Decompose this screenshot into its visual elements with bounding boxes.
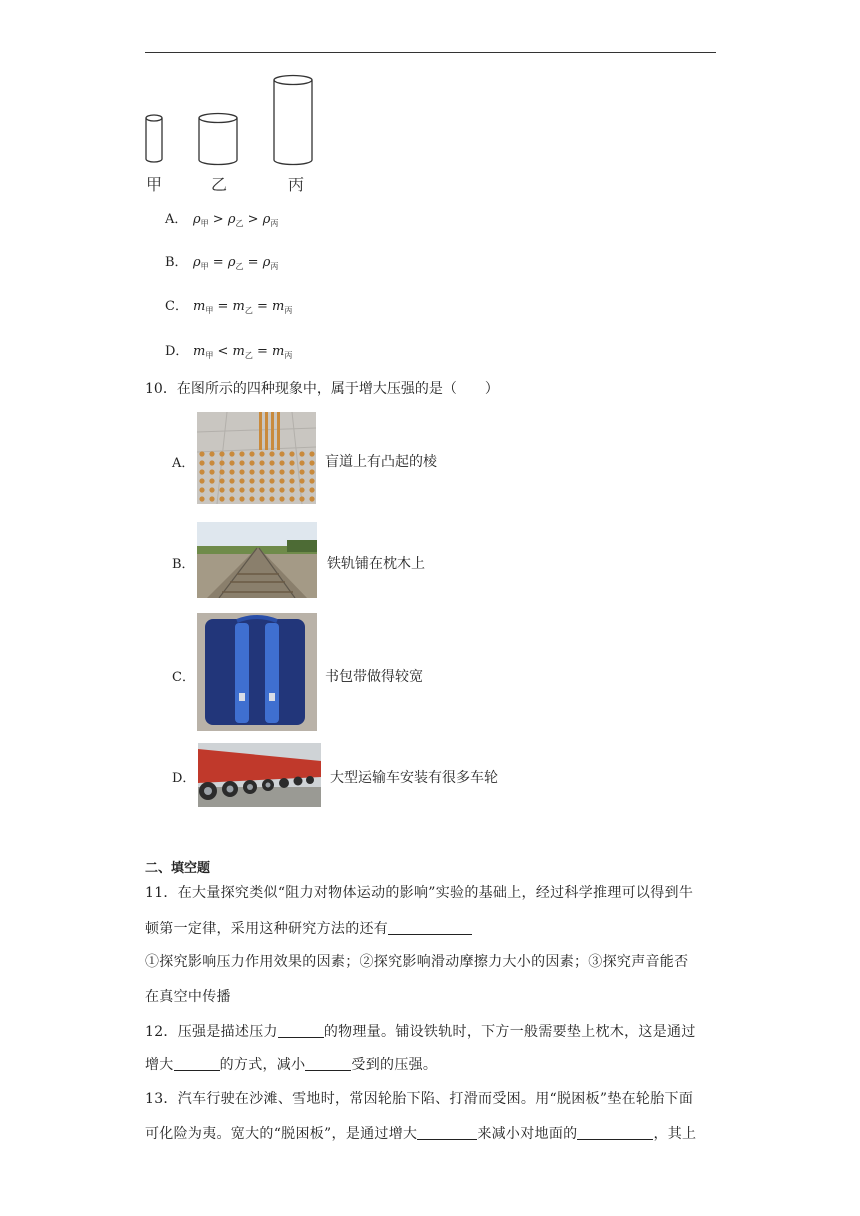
q11-line-4: 在真空中传播: [145, 989, 231, 1005]
q12-line-1: 12．压强是描述压力 的物理量。铺设铁轨时，下方一般需要垫上枕木，这是通过: [145, 1024, 696, 1040]
q10-option-a-caption: 盲道上有凸起的棱: [325, 454, 437, 470]
q10-option-c-letter[interactable]: C．: [172, 670, 195, 685]
cylinders-figure: [138, 72, 338, 197]
q10-option-d-letter[interactable]: D．: [172, 771, 196, 786]
railway-photo: [197, 522, 317, 598]
q10-option-d-caption: 大型运输车安装有很多车轮: [330, 770, 498, 786]
header-rule: [145, 52, 716, 53]
q12-blank-2[interactable]: [174, 1056, 220, 1071]
q11-line-3: ①探究影响压力作用效果的因素；②探究影响滑动摩擦力大小的因素；③探究声音能否: [145, 954, 689, 970]
tactile-paving-photo: [197, 412, 316, 504]
q13-line-1: 13．汽车行驶在沙滩、雪地时，常因轮胎下陷、打滑而受困。用“脱困板”垫在轮胎下面: [145, 1091, 694, 1107]
q13-line-2: 可化险为夷。宽大的“脱困板”，是通过增大 来减小对地面的 ，其上: [145, 1126, 697, 1142]
q12-line-2: 增大 的方式，减小 受到的压强。: [145, 1057, 438, 1073]
q13-blank-1[interactable]: [417, 1125, 477, 1140]
q10-option-c-caption: 书包带做得较宽: [325, 669, 423, 685]
q12-blank-1[interactable]: [278, 1023, 324, 1038]
cylinders-drawing: [138, 72, 338, 197]
q13-blank-2[interactable]: [577, 1125, 653, 1140]
q10-option-b-caption: 铁轨铺在枕木上: [327, 556, 425, 572]
q9-option-a[interactable]: A． $\rho_甲 > \rho_乙 > \rho_丙$: [165, 212, 279, 228]
q9-option-d[interactable]: D． $m_甲 < m_乙 = m_丙$: [165, 344, 293, 360]
q10-option-a-letter[interactable]: A．: [172, 456, 195, 471]
cylinder-label-bing: 丙: [288, 175, 305, 194]
backpack-photo: [197, 613, 317, 731]
q9-option-c[interactable]: C． $m_甲 = m_乙 = m_丙$: [165, 299, 293, 315]
q10-stem: 10．在图所示的四种现象中，属于增大压强的是（ ）: [145, 381, 499, 397]
q9-option-b[interactable]: B． $\rho_甲 = \rho_乙 = \rho_丙$: [165, 255, 279, 271]
heavy-truck-photo: [198, 743, 321, 807]
q11-blank[interactable]: [388, 920, 472, 935]
q11-line-1: 11．在大量探究类似“阻力对物体运动的影响”实验的基础上，经过科学推理可以得到牛: [145, 885, 694, 901]
cylinder-label-yi: 乙: [211, 175, 228, 194]
section-title: 二、填空题: [145, 861, 211, 876]
q12-blank-3[interactable]: [305, 1056, 351, 1071]
cylinder-label-jia: 甲: [146, 175, 163, 194]
q10-option-b-letter[interactable]: B．: [172, 557, 195, 572]
q11-line-2: 顿第一定律，采用这种研究方法的还有: [145, 918, 472, 938]
